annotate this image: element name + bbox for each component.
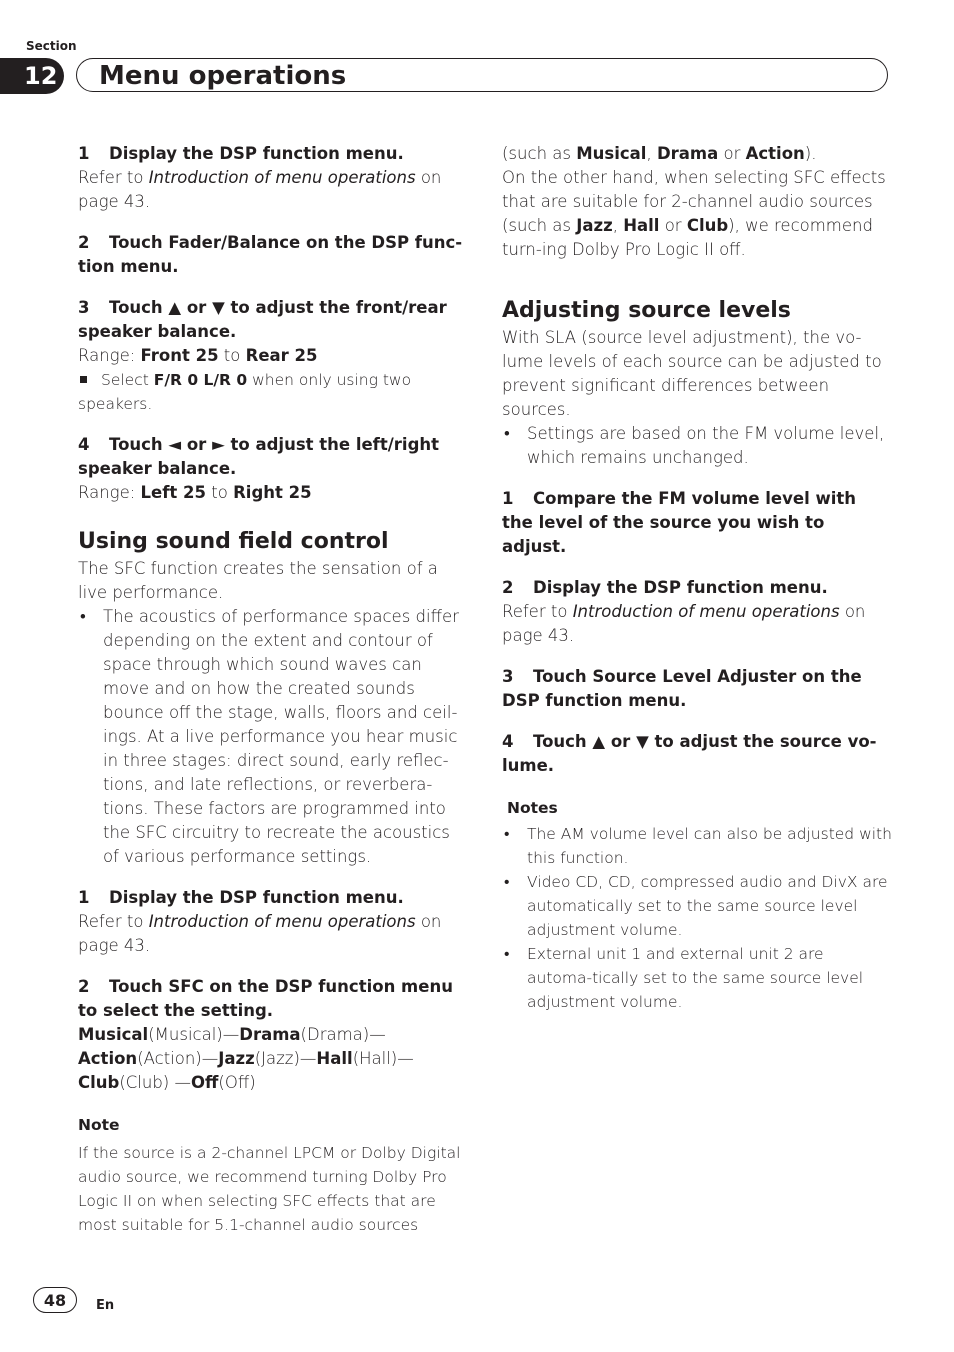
left-column — [78, 142, 466, 1237]
section-label: Section — [26, 39, 77, 53]
language-label: En — [96, 1298, 115, 1313]
right-column — [502, 142, 892, 1014]
list-item: • The acoustics of performance spaces differ depending on the extent and contour of space through which sound waves can move and on how the created sounds bounce off the stage, walls, floors and ceil-ings. At a live performance you hear music in three stages: direct sound, early reflec-tions, and late reflections, or reverbera-tions. These factors are programmed into the SFC circuitry to recreate the acoustics of various performance settings. — [78, 605, 466, 869]
section-heading-sla: Adjusting source levels — [502, 298, 791, 323]
sla-intro: With SLA (source level adjustment), the vo-lume levels of each source can be adjusted to prevent significant differences between sources. — [502, 328, 882, 419]
step-heading: 2 Display the DSP function menu. — [502, 578, 828, 597]
step-heading: 3 Touch ▲ or ▼ to adjust the front/rear speaker balance. — [78, 298, 447, 341]
square-bullet-icon — [80, 376, 87, 383]
sfc-intro: The SFC function creates the sensation of a live performance. — [78, 559, 438, 602]
list-item: • Settings are based on the FM volume level, which remains unchanged. — [502, 422, 892, 470]
step-heading: 1 Compare the FM volume level with the level of the source you wish to adjust. — [502, 489, 857, 556]
list-item: • Video CD, CD, compressed audio and DivX are automatically set to the same source level adjustment volume. — [502, 870, 892, 942]
step-body: Refer to Introduction of menu operations on page 43. — [78, 912, 442, 955]
range-text: Range: Front 25 to Rear 25 — [78, 346, 318, 365]
list-item: • External unit 1 and external unit 2 are automa-tically set to the same source level adjustment volume. — [502, 942, 892, 1014]
step-heading: 1 Display the DSP function menu. — [78, 144, 404, 163]
section-heading-sfc: Using sound field control — [78, 529, 389, 554]
notes-list — [502, 822, 892, 1014]
sfc-bullet-list — [78, 605, 466, 869]
square-note: Select F/R 0 L/R 0 when only using two speakers. — [78, 371, 412, 413]
step-heading: 4 Touch ▲ or ▼ to adjust the source vo-lume. — [502, 732, 877, 775]
step-body: Refer to Introduction of menu operations on page 43. — [502, 602, 866, 645]
note-continuation: (such as Musical, Drama or Action). — [502, 144, 817, 163]
step-body: Refer to Introduction of menu operations on page 43. — [78, 168, 442, 211]
sfc-options: Musical(Musical)—Drama(Drama)—Action(Action)—Jazz(Jazz)—Hall(Hall)—Club(Club) —Off(Off) — [78, 1025, 414, 1092]
step-heading: 2 Touch Fader/Balance on the DSP func-tion menu. — [78, 233, 463, 276]
note-heading: Note — [78, 1116, 120, 1134]
note-continuation: On the other hand, when selecting SFC effects that are suitable for 2-channel audio sources (such as Jazz, Hall or Club), we recommend turn-ing Dolby Pro Logic II off. — [502, 168, 886, 259]
range-text: Range: Left 25 to Right 25 — [78, 483, 312, 502]
page-title: Menu operations — [99, 61, 347, 91]
sla-bullet-list — [502, 422, 892, 470]
page-number: 48 — [33, 1287, 77, 1313]
step-heading: 3 Touch Source Level Adjuster on the DSP function menu. — [502, 667, 862, 710]
section-number-badge: 12 — [0, 58, 64, 94]
step-heading: 4 Touch ◄ or ► to adjust the left/right speaker balance. — [78, 435, 440, 478]
note-text: If the source is a 2-channel LPCM or Dolby Digital audio source, we recommend turning Dolby Pro Logic II on when selecting SFC effects that are most suitable for 5.1-channel audio sources — [78, 1144, 461, 1234]
notes-heading: Notes — [507, 799, 558, 817]
list-item: • The AM volume level can also be adjusted with this function. — [502, 822, 892, 870]
step-heading: 2 Touch SFC on the DSP function menu to select the setting. — [78, 977, 453, 1020]
step-heading: 1 Display the DSP function menu. — [78, 888, 404, 907]
